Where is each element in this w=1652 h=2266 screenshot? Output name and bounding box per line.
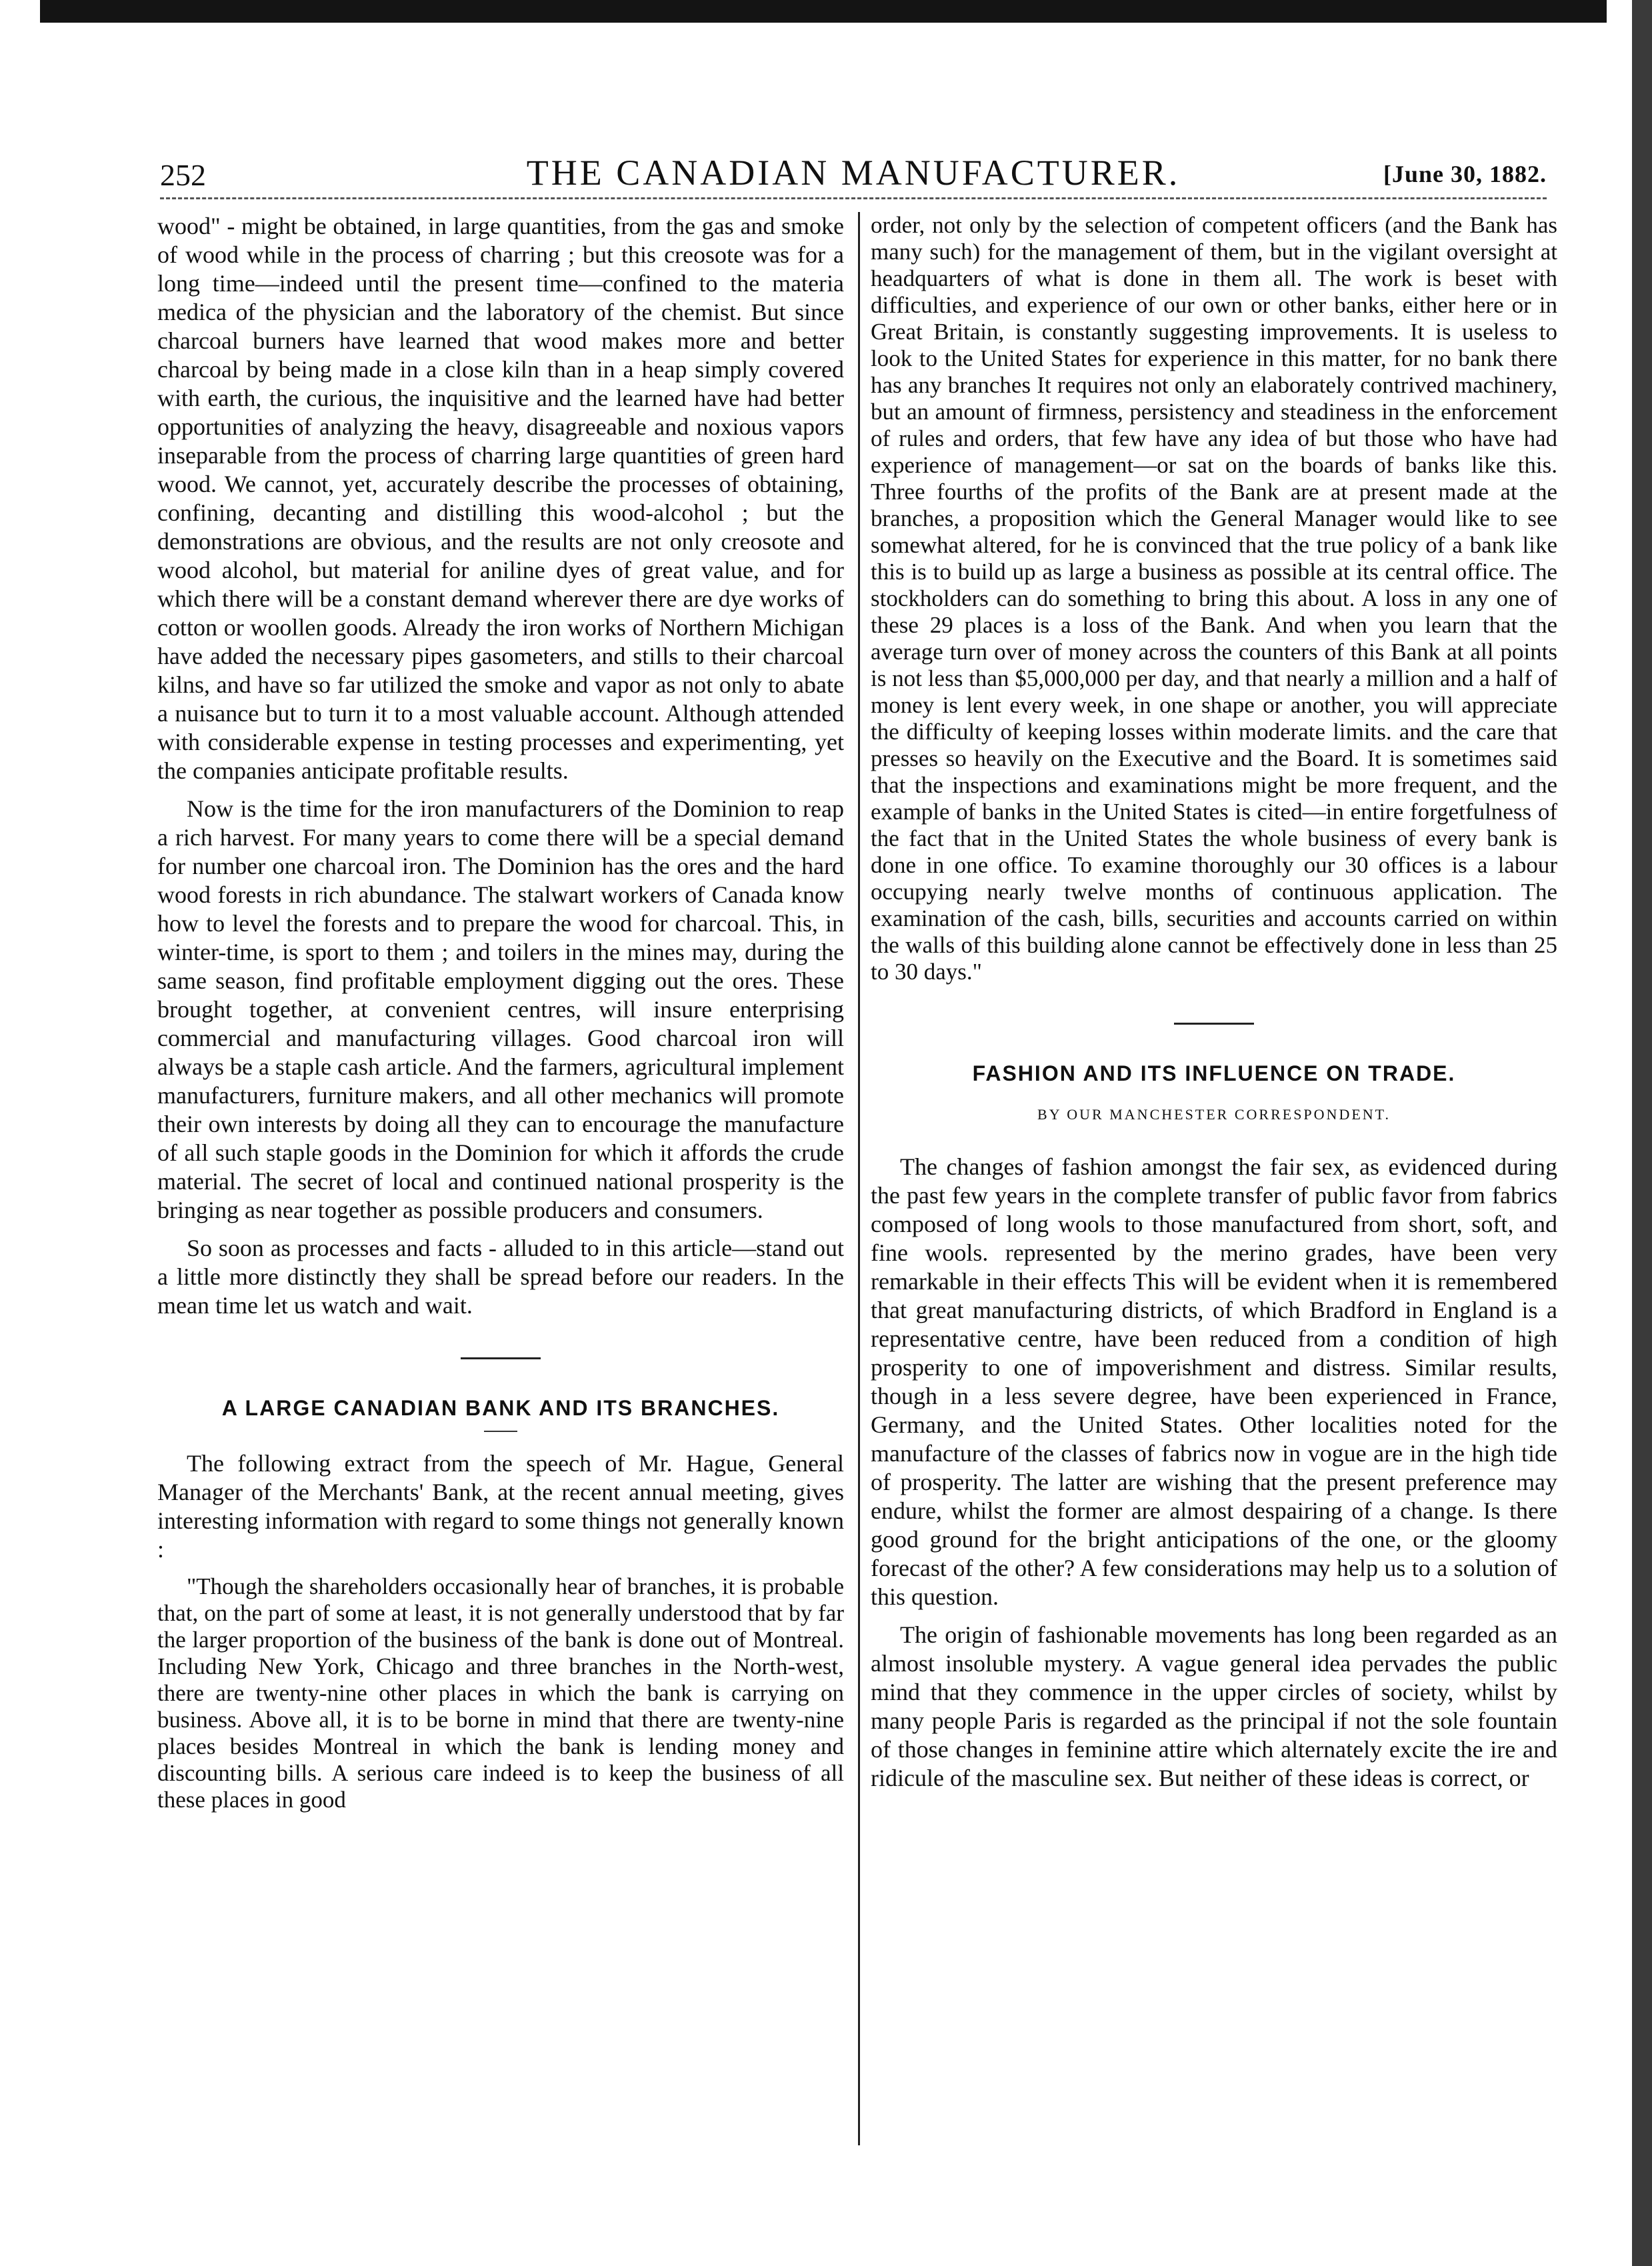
header-rule <box>160 197 1547 199</box>
bank-article-quote-continued: order, not only by the selection of competent officers (and the Bank has many such) for the management of them, but in the vigilant oversight at headquarters of what is done in them all. The work is beset with difficulties, and experience of our own or other banks, either here or in Great Britain, is constantly suggesting improvements. It is useless to look to the United States for experience in this matter, for no bank there has any branches It requires not only an elaborately contrived machinery, but an amount of firmness, persistency and steadiness in the enforcement of rules and orders, that few have any idea of but those who have had experience of management—or sat on the boards of banks like this. Three fourths of the profits of the Bank are at present made at the branches, a proposition which the General Manager would like to see somewhat altered, for he is convinced that the true policy of a bank like this is to build up as large a business as possible at its central office. The stockholders can do something to bring this about. A loss in any one of these 29 places is a loss of the Bank. And when you learn that the average turn over of money across the counters of this Bank at all points is not less than $5,000,000 per day, and that nearly a million and a half of money is lent every week, in one shape or another, you will appreciate the difficulty of keeping losses within moderate limits. and the care that presses so heavily on the Executive and the Board. It is sometimes said that the inspections and examinations might be more frequent, and the example of banks in the United States is cited—in entire forgetfulness of the fact that in the United States the whole business of every bank is done in one office. To examine thoroughly our 30 offices is a labour occupying nearly twelve months of continuous application. The examination of the cash, bills, securities and accounts carried on within the walls of this building alone cannot be effectively done in less than 25 to 30 days." <box>871 212 1557 985</box>
bank-article-intro: The following extract from the speech of Mr. Hague, General Manager of the Merchants' Bank, at the recent annual meeting, gives interesting information with regard to some things not generally known : <box>157 1450 844 1563</box>
article-paragraph: The changes of fashion amongst the fair sex, as evidenced during the past few years in the complete transfer of public favor from fabrics composed of long wools to those manufactured from short, soft, and fine wools. represented by the merino grades, have been very remarkable in their effects This will be evident when it is remembered that great manufacturing districts, of which Bradford in England is a representative centre, have been reduced from a condition of high prosperity to one of impoverishment and distress. Similar results, though in a less severe degree, have been experienced in France, Germany, and the United States. Other localities noted for the manufacture of the classes of fabrics now in vogue are in the high tide of prosperity. The latter are wishing that the present preference may endure, whilst the former are almost despairing of a change. Is there good ground for the bright anticipations of the one, or the gloomy forecast of the other? A few considerations may help us to a solution of this question. <box>871 1153 1557 1610</box>
page-number: 252 <box>160 158 206 192</box>
heading-underline <box>484 1431 517 1432</box>
fashion-article-heading: FASHION AND ITS INFLUENCE ON TRADE. <box>972 1061 1456 1085</box>
bank-article <box>157 1394 844 1813</box>
wood-article <box>157 212 844 1320</box>
section-divider <box>461 1357 541 1359</box>
page-header <box>160 152 1547 192</box>
bank-article-heading: A LARGE CANADIAN BANK AND ITS BRANCHES. <box>221 1396 780 1420</box>
fashion-article <box>871 1059 1557 1793</box>
scan-right-edge <box>1632 0 1652 2266</box>
column-divider <box>858 212 860 2145</box>
article-paragraph: wood" - might be obtained, in large quantities, from the gas and smoke of wood while in the process of charring ; but this creosote was for a long time—indeed until the present time—confined to the materia medica of the physician and the laboratory of the chemist. But since charcoal burners have learned that wood makes more and better charcoal by being made in a close kiln than in a heap simply covered with earth, the curious, the inquisitive and the learned have had better opportunities of analyzing the heavy, disagreeable and noxious vapors inseparable from the process of charring large quantities of green hard wood. We cannot, yet, accurately describe the processes of obtaining, confining, decanting and distilling this wood-alcohol ; but the demonstrations are obvious, and the results are not only creosote and wood alcohol, but material for aniline dyes of great value, and for which there will be a constant demand wherever there are dye works of cotton or woollen goods. Already the iron works of Northern Michigan have added the necessary pipes gasometers, and stills to their charcoal kilns, and have so far utilized the smoke and vapor as not only to abate a nuisance but to turn it to a most valuable account. Although attended with considerable expense in testing processes and experimenting, yet the companies anticipate profitable results. <box>157 213 844 784</box>
scan-top-border <box>40 0 1607 23</box>
issue-date: [June 30, 1882. <box>1383 161 1547 187</box>
article-paragraph: The origin of fashionable movements has long been regarded as an almost insoluble mystery. A vague general idea pervades the public mind that they commence in the upper circles of society, whilst by many people Paris is regarded as the principal if not the sole fountain of those changes in feminine attire which alternately excite the ire and ridicule of the masculine sex. But neither of these ideas is correct, or <box>871 1621 1557 1791</box>
section-divider <box>1174 1023 1254 1025</box>
right-column <box>871 212 1557 1802</box>
fashion-article-byline: BY OUR MANCHESTER CORRESPONDENT. <box>1037 1106 1391 1123</box>
journal-title: THE CANADIAN MANUFACTURER. <box>526 153 1181 193</box>
article-paragraph: So soon as processes and facts - alluded to in this article—stand out a little more distinctly they shall be spread before our readers. In the mean time let us watch and wait. <box>157 1235 844 1319</box>
bank-article-quote: "Though the shareholders occasionally hear of branches, it is probable that, on the part of some at least, it is not generally understood that by far the larger proportion of the business of the bank is done out of Montreal. Including New York, Chicago and three branches in the North-west, there are twenty-nine other places in which the bank is carrying on business. Above all, it is to be borne in mind that there are twenty-nine places besides Montreal in which the bank is lending money and discounting bills. A serious care indeed is to keep the business of all these places in good <box>157 1573 844 1813</box>
left-column <box>157 212 844 1823</box>
article-paragraph: Now is the time for the iron manufacturers of the Dominion to reap a rich harvest. For many years to come there will be a special demand for number one charcoal iron. The Dominion has the ores and the hard wood forests in rich abundance. The stalwart workers of Canada know how to level the forests and to prepare the wood for charcoal. This, in winter-time, is sport to them ; and toilers in the mines may, during the same season, find profitable employment digging out the ores. These brought together, at convenient centres, will insure enterprising commercial and manufacturing villages. Good charcoal iron will always be a staple cash article. And the farmers, agricultural implement manufacturers, furniture makers, and all other mechanics will promote their own interests by doing all they can to encourage the manufacture of all such staple goods in the Dominion for which it affords the crude material. The secret of local and continued national prosperity is the bringing as near together as possible producers and consumers. <box>157 795 844 1223</box>
